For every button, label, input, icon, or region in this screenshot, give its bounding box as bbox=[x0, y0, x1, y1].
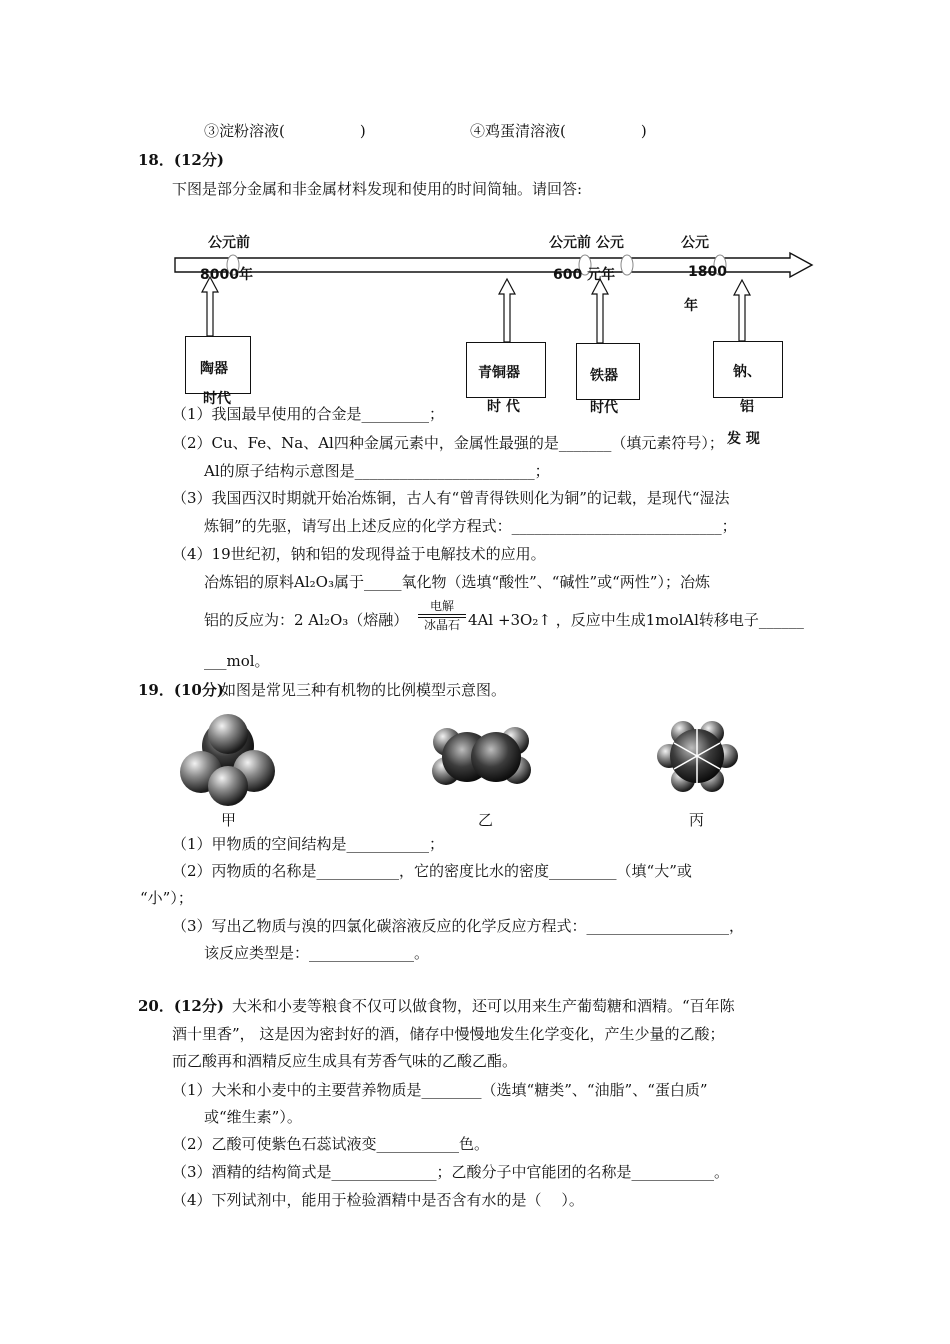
q17-item3: ③淀粉溶液( ) bbox=[204, 122, 366, 140]
timeline-label-3-top: 公元 bbox=[681, 235, 709, 251]
timeline-label-2-top: 公元前 公元 bbox=[549, 235, 624, 251]
caption-yi: 乙 bbox=[478, 811, 494, 829]
up-arrow-2 bbox=[499, 279, 515, 342]
q18-sub2b: Al的原子结构示意图是________________________； bbox=[204, 462, 550, 480]
q20-sub3: （3）酒精的结构简式是______________；乙酸分子中官能团的名称是___________。 bbox=[172, 1163, 730, 1181]
q19-sub1: （1）甲物质的空间结构是___________； bbox=[172, 835, 445, 853]
q20-sub1a: （1）大米和小麦中的主要营养物质是________（选填“糖类”、“油脂”、“蛋白质” bbox=[172, 1081, 708, 1099]
q18-sub3a: （3）我国西汉时期就开始冶炼铜，古人有“曾青得铁则化为铜”的记载，是现代“湿法 bbox=[172, 489, 730, 507]
q18-sub4a: （4）19世纪初，钠和铝的发现得益于电解技术的应用。 bbox=[172, 545, 546, 563]
up-arrow-3 bbox=[592, 279, 608, 343]
era-label-na-al-b: 铝 bbox=[740, 399, 754, 415]
q18-sub3b: 炼铜”的先驱，请写出上述反应的化学方程式：____________________________； bbox=[204, 517, 737, 535]
q20-intro-3: 而乙酸再和酒精反应生成具有芳香气味的乙酸乙酯。 bbox=[172, 1052, 518, 1070]
timeline-label-2-bottom: 600 元年 bbox=[553, 267, 616, 283]
benzene-model bbox=[657, 721, 738, 792]
q20-sub2: （2）乙酸可使紫色石蕊试液变___________色。 bbox=[172, 1135, 490, 1153]
q18-sub2a: （2）Cu、Fe、Na、Al四种金属元素中，金属性最强的是_______（填元素符号）； bbox=[172, 434, 724, 452]
q18-sub4c-pre: 铝的反应为：2 Al₂O₃（熔融） bbox=[204, 611, 409, 629]
q20-intro-2: 酒十里香”， 这是因为密封好的酒，储存中慢慢地发生化学变化，产生少量的乙酸； bbox=[172, 1025, 725, 1043]
up-arrow-4 bbox=[734, 280, 750, 341]
q20-sub1b: 或“维生素”）。 bbox=[204, 1108, 302, 1126]
q20-number: 20．(12分) bbox=[138, 997, 224, 1015]
q20-intro-1: 大米和小麦等粮食不仅可以做食物，还可以用来生产葡萄糖和酒精。“百年陈 bbox=[232, 997, 735, 1015]
up-arrow-1 bbox=[202, 277, 218, 336]
q19-intro: 如图是常见三种有机物的比例模型示意图。 bbox=[221, 681, 507, 699]
q19-sub3a: （3）写出乙物质与溴的四氯化碳溶液反应的化学反应方程式：___________________， bbox=[172, 917, 745, 935]
q18-sub4c-post: 4Al +3O₂↑ ，反应中生成1molAl转移电子______ bbox=[468, 611, 804, 629]
q17-item4: ④鸡蛋清溶液( ) bbox=[470, 122, 647, 140]
caption-bing: 丙 bbox=[689, 811, 705, 829]
era-label-iron-b: 时代 bbox=[590, 400, 618, 416]
era-label-na-al-c: 发 现 bbox=[727, 431, 760, 447]
reaction-condition bbox=[418, 600, 466, 632]
era-label-pottery-a: 陶器 bbox=[200, 361, 228, 377]
timeline-label-1-top: 公元前 bbox=[208, 235, 250, 251]
era-label-iron-a: 铁器 bbox=[590, 368, 618, 384]
q19-sub2b: “小”）； bbox=[140, 889, 193, 907]
era-label-pottery-b: 时代 bbox=[203, 391, 231, 407]
q18-sub4d: ___mol。 bbox=[204, 652, 270, 670]
q18-number: 18．(12分) bbox=[138, 151, 224, 169]
timeline-label-3-bottom: 年 bbox=[684, 298, 698, 314]
q19-sub2a: （2）丙物质的名称是___________，它的密度比水的密度_________（填“大”或 bbox=[172, 862, 692, 880]
reaction-condition-top: 电解 bbox=[429, 599, 454, 613]
timeline-label-1-bottom: 8000年 bbox=[200, 267, 253, 283]
q19-sub3b: 该反应类型是：______________。 bbox=[204, 944, 430, 962]
timeline-label-3-mid: 1800 bbox=[688, 264, 727, 280]
methane-model bbox=[180, 714, 275, 806]
q19-number: 19．(10分) bbox=[138, 681, 224, 699]
era-label-bronze-a: 青铜器 bbox=[478, 365, 520, 381]
q18-sub1: （1）我国最早使用的合金是_________； bbox=[172, 405, 445, 423]
era-label-na-al-a: 钠、 bbox=[733, 364, 761, 380]
era-label-bronze-b: 时 代 bbox=[487, 399, 520, 415]
axis-marker-3 bbox=[621, 255, 633, 275]
q18-sub4b: 冶炼铝的原料Al₂O₃属于_____氧化物（选填“酸性”、“碱性”或“两性”）；冶炼 bbox=[204, 573, 710, 591]
ethylene-model bbox=[432, 727, 531, 785]
caption-jia: 甲 bbox=[221, 811, 237, 829]
q18-intro: 下图是部分金属和非金属材料发现和使用的时间简轴。请回答: bbox=[172, 180, 583, 198]
reaction-condition-bottom: 冰晶石 bbox=[423, 618, 460, 633]
q20-sub4: （4）下列试剂中，能用于检验酒精中是否含有水的是（ ）。 bbox=[172, 1191, 584, 1209]
